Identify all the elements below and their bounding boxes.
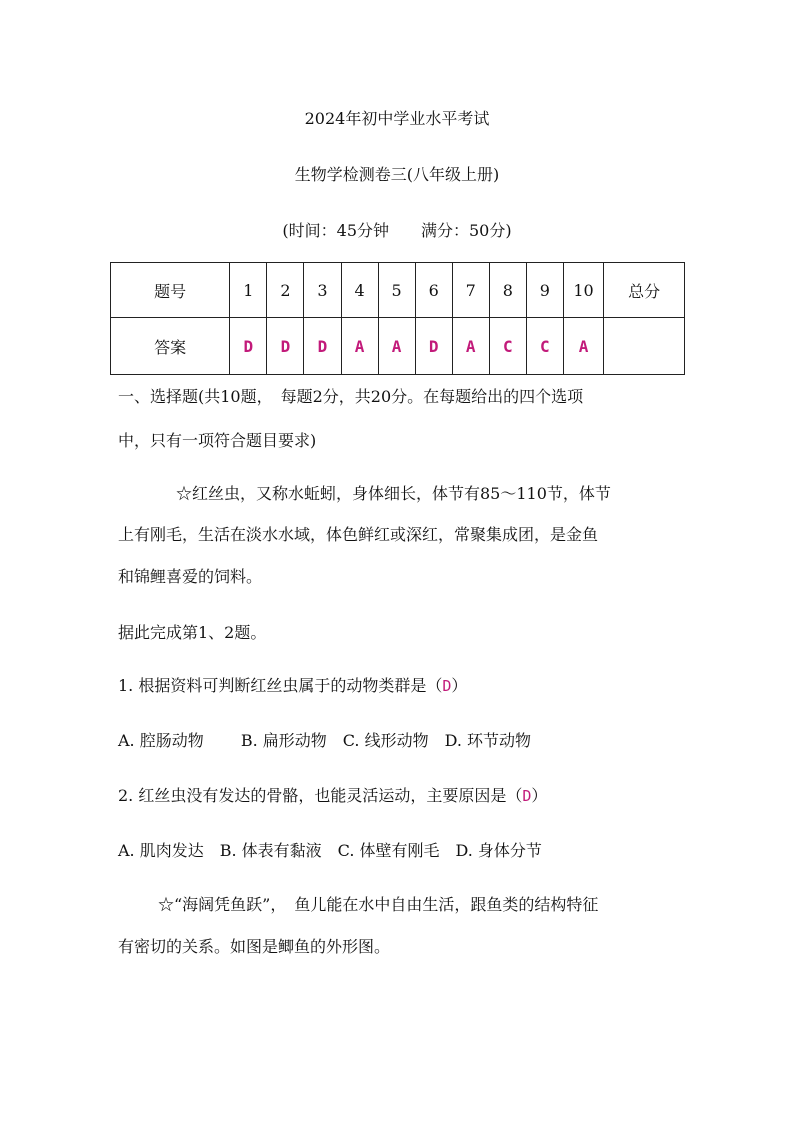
question-2-stem [118, 783, 547, 806]
question-number-cell: 4 [341, 263, 378, 318]
answer-row [111, 318, 685, 375]
answer-cell: A [341, 318, 378, 375]
question-2-text: 2. 红丝虫没有发达的骨骼，也能灵活运动，主要原因是（ [118, 786, 523, 805]
question-number-cell: 3 [304, 263, 341, 318]
answer-table [110, 262, 685, 375]
answer-label: 答案 [111, 318, 230, 375]
question-number-cell: 9 [526, 263, 563, 318]
passage-1-line3: 和锦鲤喜爱的饲料。 [118, 567, 263, 586]
answer-cell: A [452, 318, 489, 375]
question-number-cell: 10 [563, 263, 603, 318]
section-heading-line2: 中，只有一项符合题目要求) [118, 431, 317, 450]
answer-cell: D [415, 318, 452, 375]
section-heading-line1: 一、选择题(共10题， 每题2分，共20分。在每题给出的四个选项 [118, 387, 584, 406]
total-score-label: 总分 [604, 263, 685, 318]
question-number-cell: 2 [267, 263, 304, 318]
answer-cell: A [563, 318, 603, 375]
question-number-row [111, 263, 685, 318]
question-1-options: A. 腔肠动物 B. 扁形动物 C. 线形动物 D. 环节动物 [118, 731, 532, 750]
time-info: (时间：45分钟 满分：50分) [282, 221, 512, 240]
passage-1-line1: ☆红丝虫，又称水蚯蚓，身体细长，体节有85～110节，体节 [176, 484, 611, 503]
answer-cell: C [489, 318, 526, 375]
question-2-answer: D [522, 787, 532, 805]
question-1-answer: D [442, 677, 452, 695]
answer-cell: D [230, 318, 267, 375]
question-2-close: ） [531, 786, 548, 805]
question-number-cell: 6 [415, 263, 452, 318]
exam-title: 2024年初中学业水平考试 [304, 109, 490, 128]
question-1-close: ） [451, 676, 468, 695]
total-score-value [604, 318, 685, 375]
question-1-stem [118, 673, 467, 696]
passage-2-line1: ☆“海阔凭鱼跃”， 鱼儿能在水中自由生活，跟鱼类的结构特征 [158, 895, 599, 914]
question-number-cell: 8 [489, 263, 526, 318]
question-number-cell: 5 [378, 263, 415, 318]
question-2-options: A. 肌肉发达 B. 体表有黏液 C. 体壁有刚毛 D. 身体分节 [118, 841, 542, 860]
answer-cell: C [526, 318, 563, 375]
question-number-label: 题号 [111, 263, 230, 318]
passage-1-line2: 上有刚毛，生活在淡水水域，体色鲜红或深红，常聚集成团，是金鱼 [118, 525, 599, 544]
passage-2-line2: 有密切的关系。如图是鲫鱼的外形图。 [118, 937, 391, 956]
question-1-text: 1. 根据资料可判断红丝虫属于的动物类群是（ [118, 676, 443, 695]
answer-cell: D [267, 318, 304, 375]
passage-1-instruction: 据此完成第1、2题。 [118, 623, 267, 642]
exam-subtitle: 生物学检测卷三(八年级上册) [294, 165, 500, 184]
answer-cell: A [378, 318, 415, 375]
answer-cell: D [304, 318, 341, 375]
question-number-cell: 1 [230, 263, 267, 318]
question-number-cell: 7 [452, 263, 489, 318]
